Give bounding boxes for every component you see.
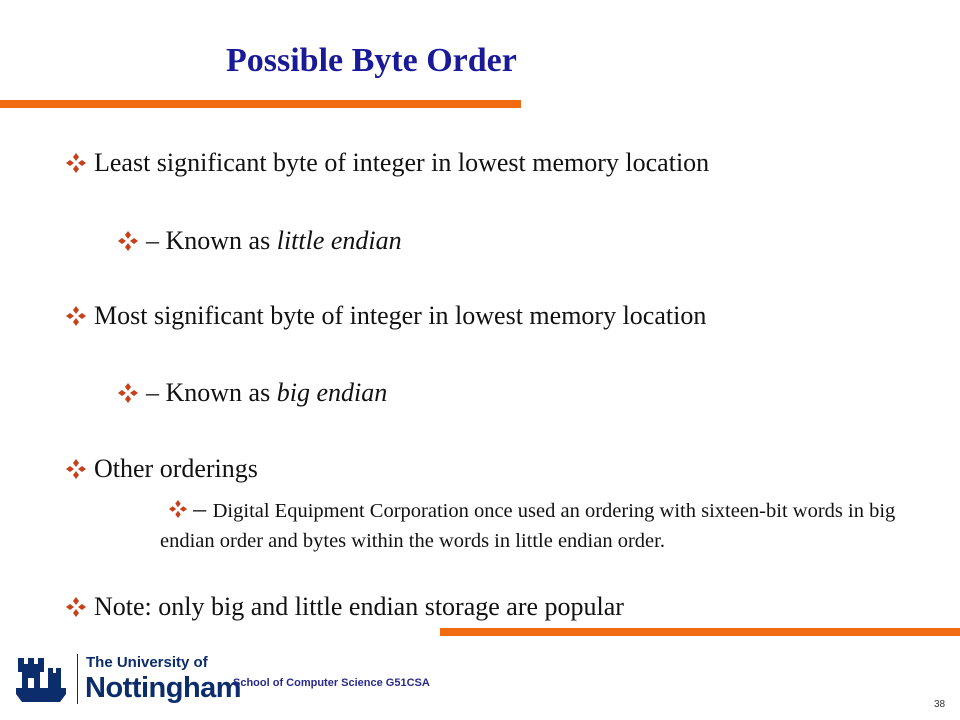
page-number: 38 [934,699,946,710]
diamond-bullet-icon [118,228,144,248]
diamond-bullet-icon [66,456,92,476]
course-label: School of Computer Science G51CSA [233,677,430,689]
bullet-text-prefix: – Known as [146,378,277,407]
bullet-text-italic: big endian [276,378,388,407]
bullet-text: Note: only big and little endian storage are popular [94,592,624,621]
title-underline-bar [0,100,521,108]
logo-divider [77,654,78,704]
logo-line1: The University of [86,654,208,671]
diamond-bullet-icon [66,150,92,170]
bullet-dash: – [193,494,213,523]
slide-title: Possible Byte Order [226,42,517,79]
logo-line2: Nottingham [85,672,242,704]
sub-bullet-dec-ordering [160,494,920,556]
diamond-bullet-icon [66,594,92,614]
bullet-most-significant [66,301,706,331]
bullet-text: Most significant byte of integer in lowest memory location [94,301,707,330]
bullet-text: Other orderings [94,454,258,483]
castle-crest-icon [14,652,70,706]
footer-accent-bar [440,628,960,636]
sub-bullet-little-endian [118,226,402,256]
bullet-text-italic: little endian [276,226,402,255]
bullet-note-popular [66,592,624,622]
bullet-text: Digital Equipment Corporation once used an ordering with sixteen-bit words in big endian order and bytes within the words in little endian order. [160,500,896,552]
university-logo [14,652,242,708]
bullet-other-orderings [66,454,258,484]
bullet-text: Least significant byte of integer in lowest memory location [94,148,710,177]
sub-bullet-big-endian [118,378,387,408]
diamond-bullet-icon [66,303,92,323]
bullet-text-prefix: – Known as [146,226,277,255]
bullet-least-significant [66,148,709,178]
diamond-bullet-icon [169,497,191,515]
diamond-bullet-icon [118,380,144,400]
